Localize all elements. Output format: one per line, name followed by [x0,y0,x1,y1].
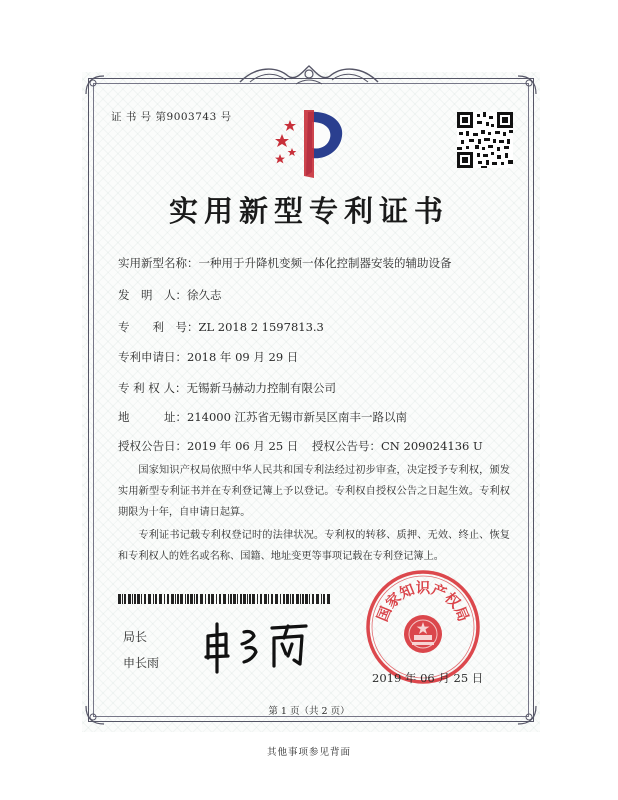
inventor-row [118,287,222,303]
grant-date-value: 2019 年 06 月 25 日 [187,439,299,453]
certificate-body [118,460,510,567]
body-paragraph-1: 国家知识产权局依照中华人民共和国专利法经过初步审查，决定授予专利权，颁发实用新型专利证书并在专利登记簿上予以登记。专利权自授权公告之日起生效。专利权期限为十年，自申请日起算。 [118,465,510,518]
seal-text: 国家知识产权局 [374,581,472,625]
director-title: 局长 [123,630,148,644]
grant-date-label: 授权公告日： [118,439,187,453]
footer-note: 其他事项参见背面 [266,747,351,758]
patent-number-row [118,319,324,335]
certificate-number: 证 书 号 第9003743 号 [111,111,232,123]
director-name: 申长雨 [123,656,160,670]
qr-code [457,112,513,168]
filing-date-value: 2018 年 09 月 29 日 [187,350,299,364]
utility-model-name-value: 一种用于升降机变频一体化控制器安装的辅助设备 [198,256,452,270]
seal-date: 2019 年 06 月 25 日 [372,671,484,685]
top-ornament [236,62,382,88]
inventor-value: 徐久志 [187,288,222,302]
certificate-title: 实用新型专利证书 [168,194,449,228]
patentee-label: 专 利 权 人： [118,381,187,395]
filing-date-label: 专利申请日： [118,350,187,364]
patentee-row [118,380,336,396]
address-value: 214000 江苏省无锡市新吴区南丰一路以南 [187,410,408,424]
address-row [118,409,407,425]
barcode [118,594,332,604]
grant-number-row [312,438,483,454]
patentee-value: 无锡新马赫动力控制有限公司 [186,381,336,395]
filing-date-row [118,349,298,365]
address-label: 地 址： [118,410,187,424]
utility-model-name-label: 实用新型名称： [118,256,199,270]
grant-number-label: 授权公告号： [312,439,381,453]
corner-ornament-top-left [84,74,106,96]
official-red-seal [364,568,482,686]
grant-date-row [118,438,298,454]
page-number: 第 1 页（共 2 页） [268,706,350,717]
patent-number-label: 专 利 号： [118,320,199,334]
patent-number-value: ZL 2018 2 1597813.3 [198,320,324,334]
corner-ornament-top-right [516,74,538,96]
grant-number-value: CN 209024136 U [381,439,483,453]
body-paragraph-2: 专利证书记载专利权登记时的法律状况。专利权的转移、质押、无效、终止、恢复和专利权人的姓名或名称、国籍、地址变更等事项记载在专利登记簿上。 [118,530,510,562]
inventor-label: 发 明 人： [118,288,187,302]
director-signature [196,614,316,674]
cnipa-emblem [268,100,354,180]
utility-model-name-row [118,255,452,271]
